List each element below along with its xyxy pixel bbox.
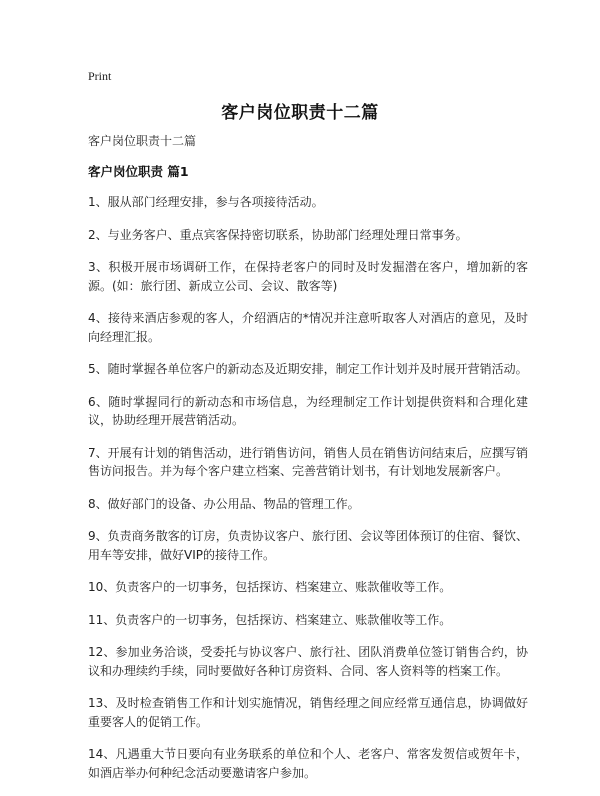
section-heading: 客户岗位职责 篇1 bbox=[88, 164, 189, 179]
duty-item-2: 2、与业务客户、重点宾客保持密切联系，协助部门经理处理日常事务。 bbox=[88, 227, 468, 242]
print-label: Print bbox=[88, 69, 112, 83]
duty-item-13: 13、及时检查销售工作和计划实施情况，销售经理之间应经常互通信息，协调做好重要客人的促销工作。 bbox=[88, 696, 528, 729]
duty-item-14: 14、凡遇重大节日要向有业务联系的单位和个人、老客户、常客发贺信或贺年卡，如酒店举办何种纪念活动要邀请客户参加。 bbox=[88, 747, 528, 780]
duty-item-4: 4、接待来酒店参观的客人，介绍酒店的*情况并注意听取客人对酒店的意见，及时向经理汇报。 bbox=[88, 311, 528, 344]
duty-item-9: 9、负责商务散客的订房，负责协议客户、旅行团、会议等团体预订的住宿、餐饮、用车等安排，做好VIP的接待工作。 bbox=[88, 529, 528, 562]
document-title: 客户岗位职责十二篇 bbox=[221, 103, 379, 123]
duty-item-8: 8、做好部门的设备、办公用品、物品的管理工作。 bbox=[88, 496, 360, 511]
duty-item-1: 1、服从部门经理安排，参与各项接待活动。 bbox=[88, 195, 324, 209]
duty-item-11: 11、负责客户的一切事务，包括探访、档案建立、账款催收等工作。 bbox=[88, 612, 452, 627]
document-subtitle: 客户岗位职责十二篇 bbox=[88, 134, 197, 148]
duty-item-10: 10、负责客户的一切事务，包括探访、档案建立、账款催收等工作。 bbox=[88, 580, 452, 594]
duty-item-12: 12、参加业务洽谈，受委托与协议客户、旅行社、团队消费单位签订销售合约，协议和办理续约手续，同时要做好各种订房资料、合同、客人资料等的档案工作。 bbox=[88, 645, 528, 678]
duty-item-5: 5、随时掌握各单位客户的新动态及近期安排，制定工作计划并及时展开营销活动。 bbox=[88, 362, 528, 376]
duty-item-7: 7、开展有计划的销售活动，进行销售访问，销售人员在销售访问结束后，应撰写销售访问报告。并为每个客户建立档案、完善营销计划书，有计划地发展新客户。 bbox=[88, 445, 528, 478]
document-body bbox=[88, 132, 528, 796]
duty-item-3: 3、积极开展市场调研工作，在保持老客户的同时及时发掘潜在客户，增加新的客源。(如：旅行团、新成立公司、会议、散客等) bbox=[88, 260, 528, 293]
duty-item-6: 6、随时掌握同行的新动态和市场信息，为经理制定工作计划提供资料和合理化建议，协助经理开展营销活动。 bbox=[88, 394, 528, 427]
